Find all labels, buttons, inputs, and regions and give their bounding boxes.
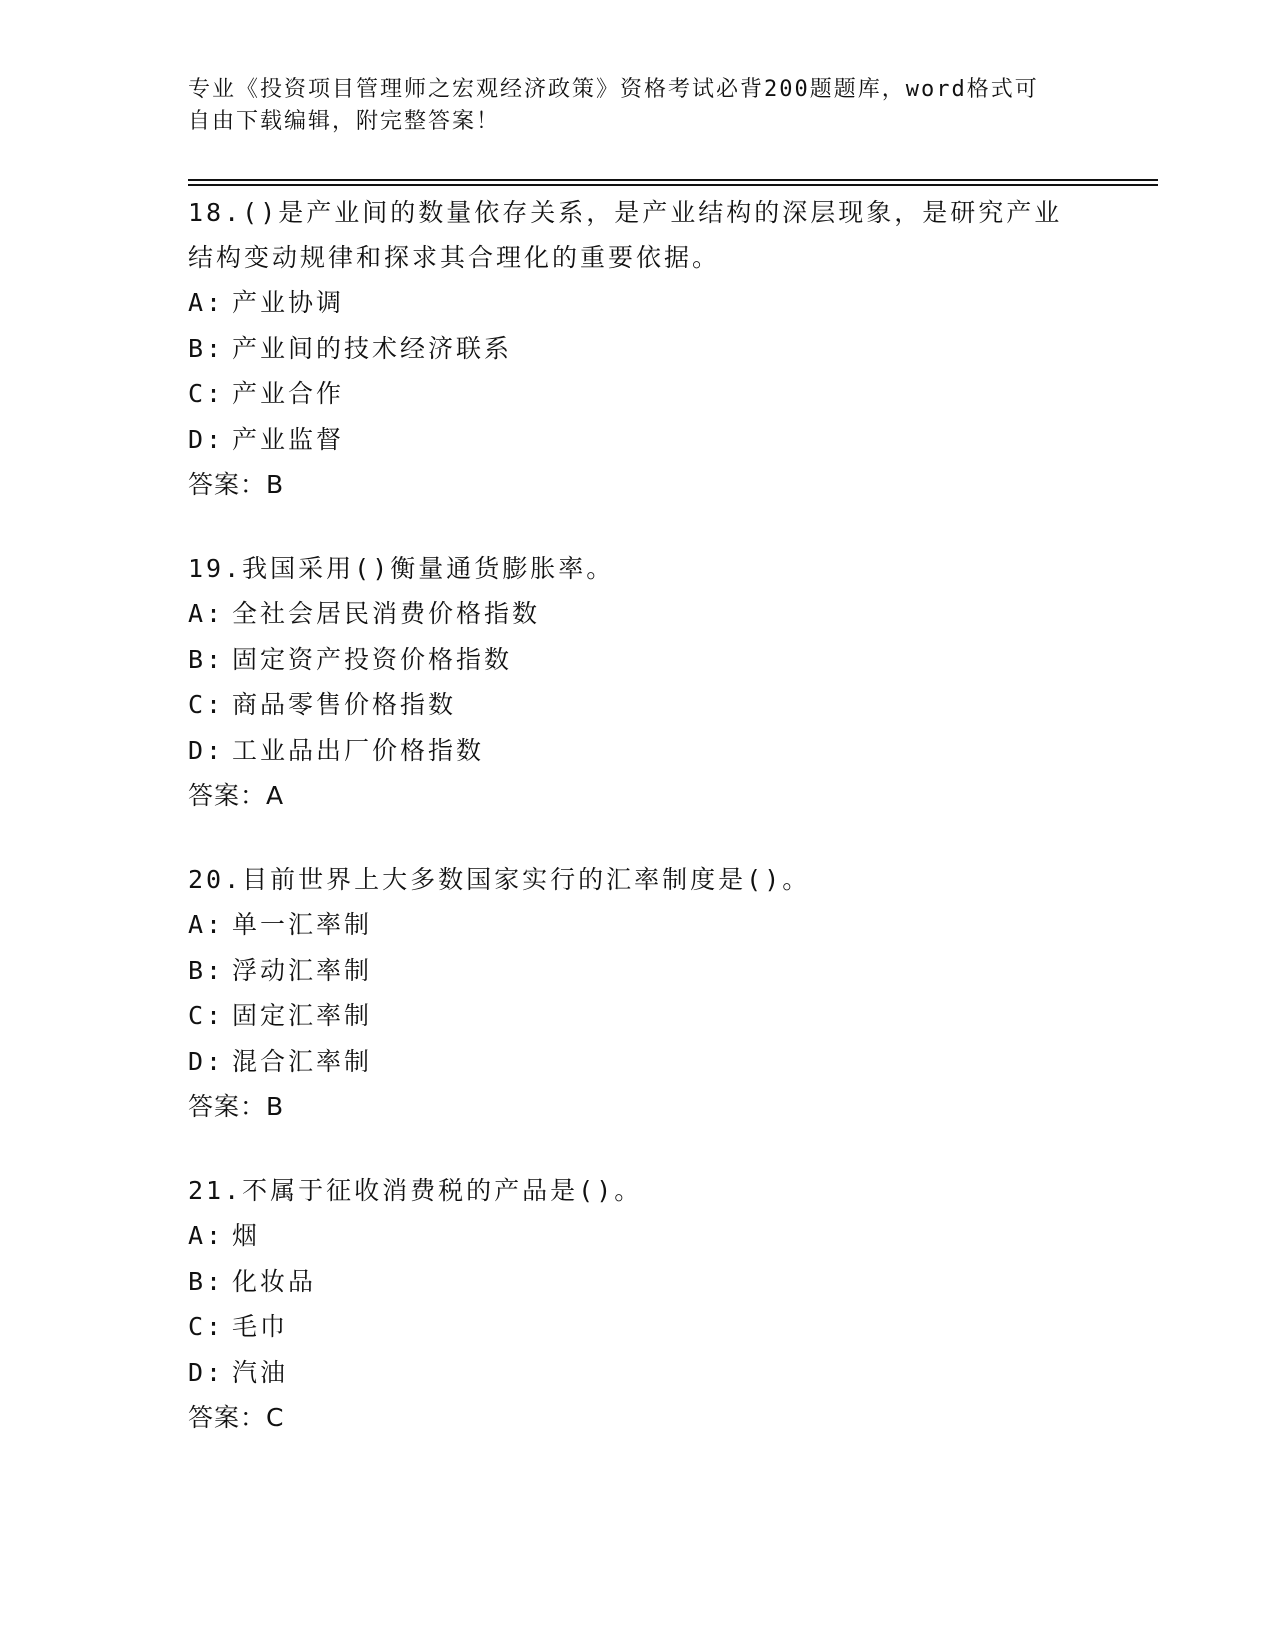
option-text: 毛巾	[232, 1312, 289, 1341]
option-letter: C:	[188, 1312, 225, 1341]
option-text: 化妆品	[232, 1266, 317, 1296]
option-text: 产业监督	[232, 424, 345, 454]
question-18	[188, 190, 1088, 508]
option-c	[188, 993, 1088, 1039]
question-21	[188, 1168, 1088, 1441]
option-b	[188, 1259, 1088, 1305]
question-stem: 18.()是产业间的数量依存关系，是产业结构的深层现象，是研究产业	[188, 198, 1063, 227]
option-text: 全社会居民消费价格指数	[232, 599, 541, 628]
option-letter: D:	[188, 424, 225, 454]
question-stem-continued: 结构变动规律和探求其合理化的重要依据。	[188, 243, 721, 272]
option-letter: A:	[188, 599, 225, 628]
option-c	[188, 1304, 1088, 1350]
option-letter: A:	[188, 1221, 225, 1250]
option-letter: A:	[188, 910, 225, 939]
option-text: 固定汇率制	[232, 1001, 373, 1030]
option-text: 混合汇率制	[232, 1046, 373, 1076]
option-text: 商品零售价格指数	[232, 690, 457, 719]
option-letter: A:	[188, 288, 225, 317]
option-text: 产业间的技术经济联系	[232, 333, 513, 363]
question-stem: 20.目前世界上大多数国家实行的汇率制度是()。	[188, 865, 811, 894]
option-a	[188, 591, 1088, 637]
option-d	[188, 1039, 1088, 1085]
option-b	[188, 637, 1088, 683]
option-d	[188, 728, 1088, 774]
option-b	[188, 948, 1088, 994]
option-letter: C:	[188, 1001, 225, 1030]
answer-line: 答案：B	[188, 1092, 285, 1121]
option-b	[188, 326, 1088, 372]
option-letter: B:	[188, 1266, 225, 1296]
option-c	[188, 682, 1088, 728]
header-line-2: 自由下载编辑，附完整答案！	[188, 109, 501, 134]
question-list	[188, 190, 1088, 1479]
header-divider-top	[188, 179, 1158, 181]
option-text: 固定资产投资价格指数	[232, 644, 513, 674]
option-a	[188, 280, 1088, 326]
option-c	[188, 371, 1088, 417]
option-letter: B:	[188, 955, 225, 985]
option-text: 工业品出厂价格指数	[232, 735, 485, 765]
option-a	[188, 902, 1088, 948]
option-letter: D:	[188, 1046, 225, 1076]
option-text: 产业协调	[232, 288, 345, 317]
answer-line: 答案：A	[188, 781, 285, 810]
option-d	[188, 417, 1088, 463]
option-text: 单一汇率制	[232, 910, 373, 939]
option-letter: B:	[188, 644, 225, 674]
option-letter: D:	[188, 735, 225, 765]
question-19	[188, 546, 1088, 819]
question-stem: 21.不属于征收消费税的产品是()。	[188, 1176, 643, 1205]
question-stem: 19.我国采用()衡量通货膨胀率。	[188, 554, 615, 583]
answer-line: 答案：B	[188, 470, 285, 499]
option-text: 汽油	[232, 1357, 289, 1387]
option-text: 产业合作	[232, 379, 345, 408]
option-letter: C:	[188, 690, 225, 719]
answer-line: 答案：C	[188, 1403, 285, 1432]
header-line-1: 专业《投资项目管理师之宏观经济政策》资格考试必背200题题库，word格式可	[188, 77, 1039, 102]
option-text: 烟	[232, 1221, 261, 1250]
option-letter: C:	[188, 379, 225, 408]
option-letter: D:	[188, 1357, 225, 1387]
option-text: 浮动汇率制	[232, 955, 373, 985]
option-d	[188, 1350, 1088, 1396]
option-letter: B:	[188, 333, 225, 363]
option-a	[188, 1213, 1088, 1259]
document-header	[188, 74, 1068, 138]
header-divider-bottom	[188, 184, 1158, 186]
question-20	[188, 857, 1088, 1130]
